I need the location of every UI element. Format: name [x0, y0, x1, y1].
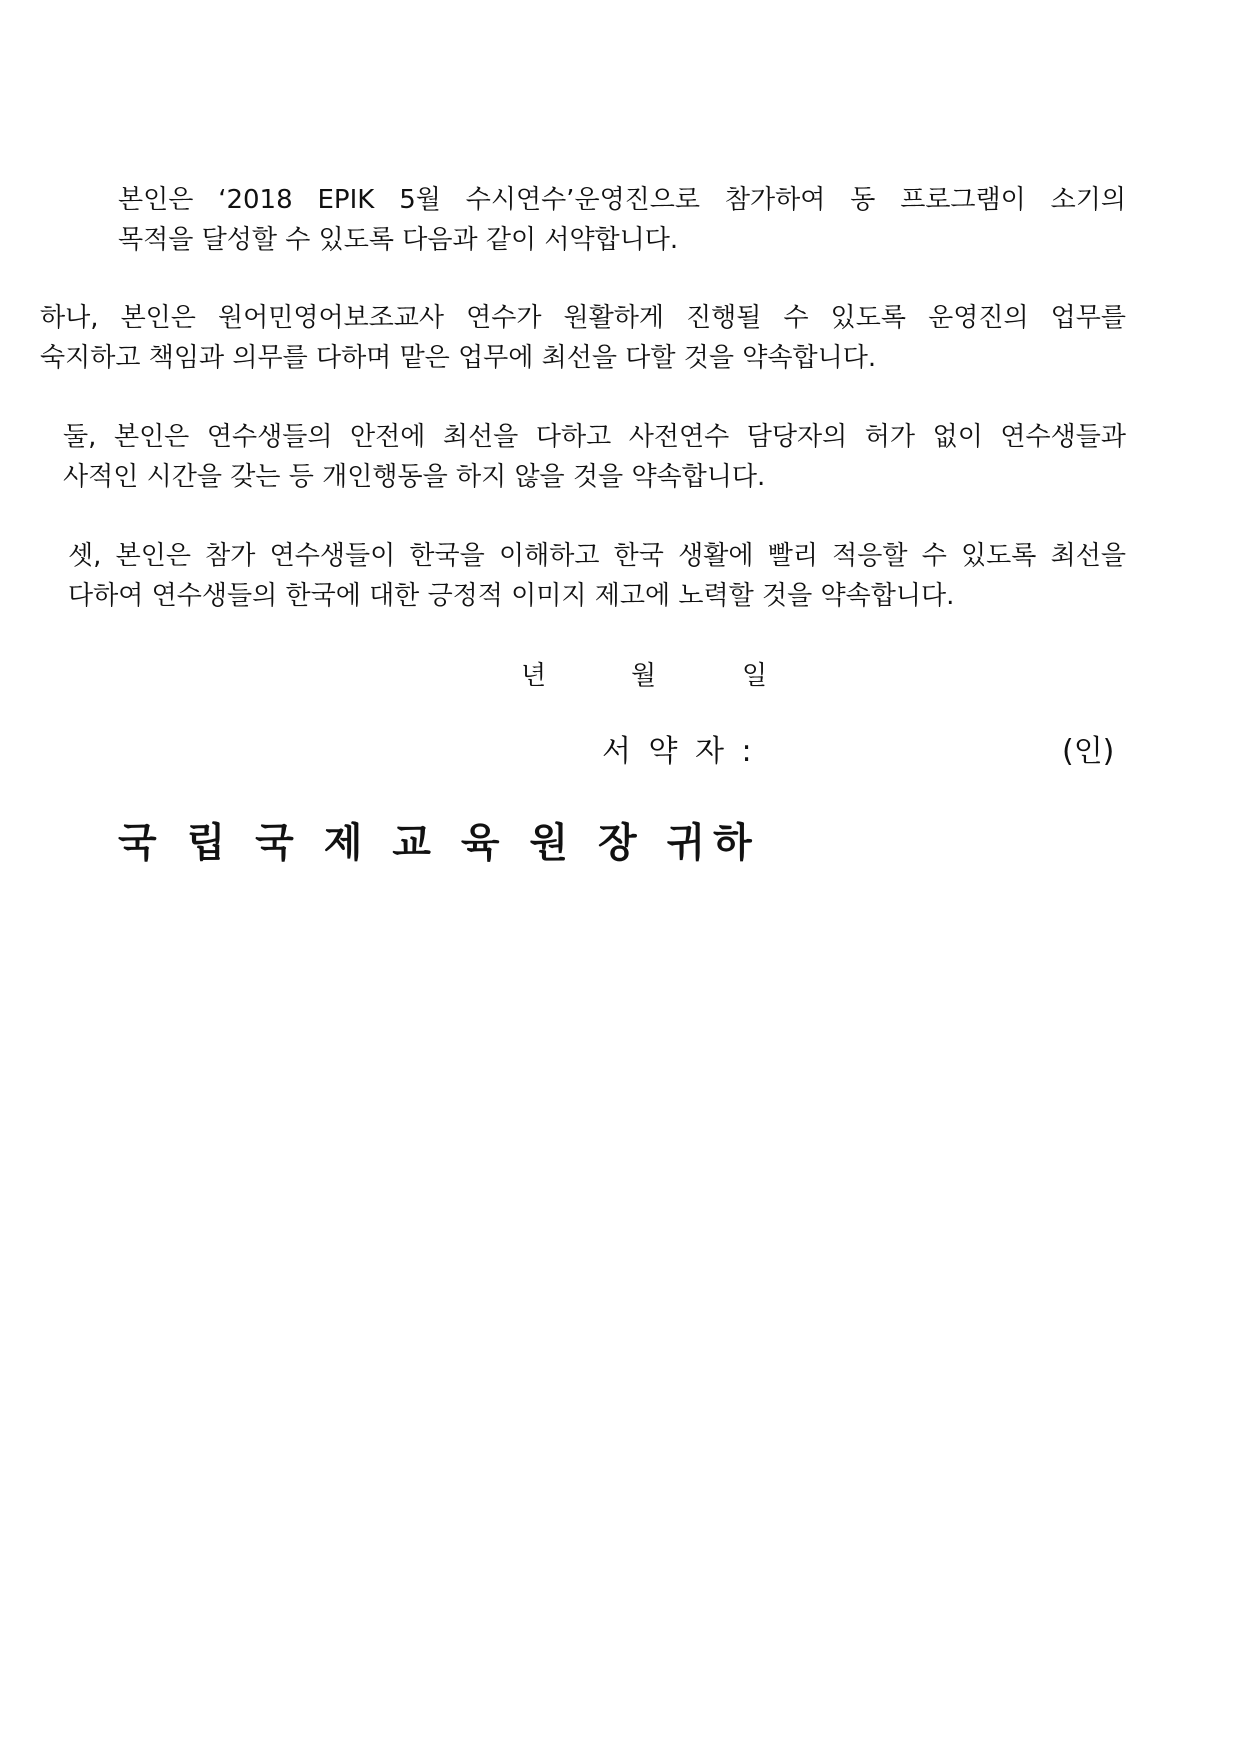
pledge-item-2-line-1: 둘, 본인은 연수생들의 안전에 최선을 다하고 사전연수 담당자의 허가 없이 연수생들과	[63, 422, 1126, 452]
pledge-item-1-line-1: 하나, 본인은 원어민영어보조교사 연수가 원활하게 진행될 수 있도록 운영진의 업무를	[40, 303, 1126, 333]
pledge-item-2	[63, 417, 1126, 497]
addressee-heading: 국 립 국 제 교 육 원 장 귀하	[118, 820, 760, 866]
pledge-item-2-line-2: 사적인 시간을 갖는 등 개인행동을 하지 않을 것을 약속합니다.	[63, 462, 766, 492]
pledge-intro-line-2: 목적을 달성할 수 있도록 다음과 같이 서약합니다.	[118, 225, 679, 255]
pledge-item-1-line-2: 숙지하고 책임과 의무를 다하며 맡은 업무에 최선을 다할 것을 약속합니다.	[40, 343, 877, 373]
pledge-item-1	[40, 298, 1126, 378]
pledge-item-3	[68, 536, 1126, 616]
signer-label: 서 약 자 :	[602, 734, 756, 769]
pledge-intro-paragraph	[118, 180, 1126, 260]
date-year-label: 년	[521, 661, 547, 691]
date-day-label: 일	[742, 661, 768, 691]
date-month-label: 월	[631, 661, 657, 691]
seal-mark: (인)	[1062, 734, 1115, 769]
pledge-item-3-line-1: 셋, 본인은 참가 연수생들이 한국을 이해하고 한국 생활에 빨리 적응할 수 있도록 최선을	[68, 541, 1126, 571]
pledge-item-3-line-2: 다하여 연수생들의 한국에 대한 긍정적 이미지 제고에 노력할 것을 약속합니다.	[68, 581, 955, 611]
pledge-intro-line-1: 본인은 ‘2018 EPIK 5월 수시연수’운영진으로 참가하여 동 프로그램이 소기의	[118, 185, 1126, 215]
